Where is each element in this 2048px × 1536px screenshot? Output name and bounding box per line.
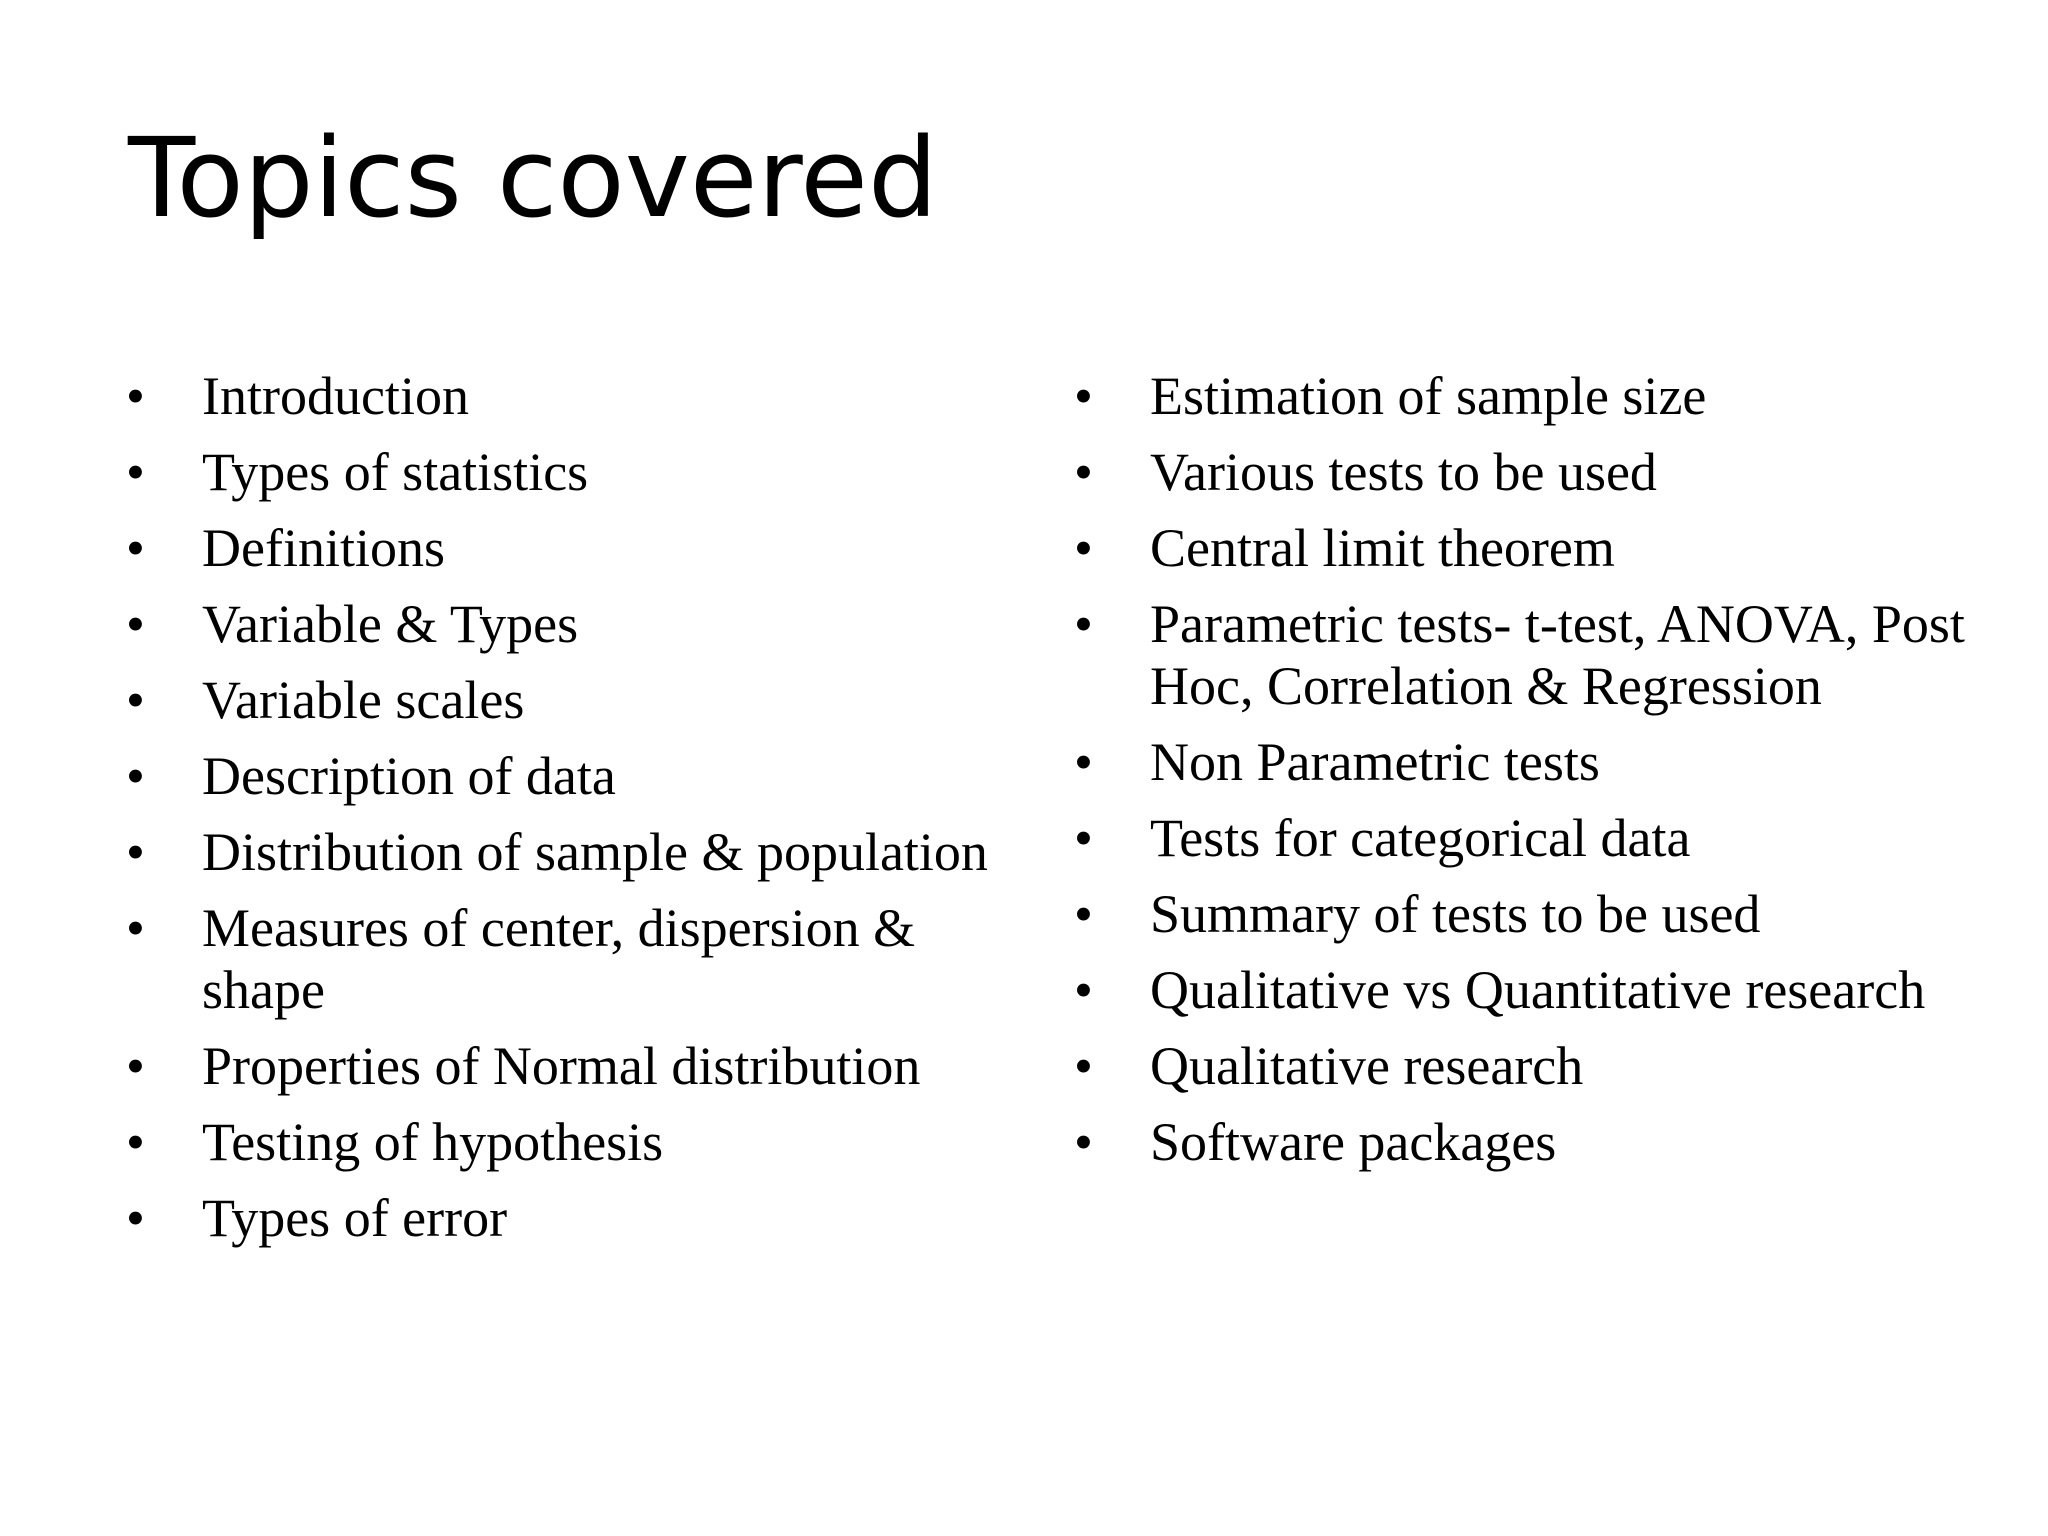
list-item — [120, 897, 1000, 1021]
bullet-icon: • — [126, 442, 145, 502]
list-item — [120, 441, 1000, 503]
list-item — [1068, 731, 1968, 793]
bullet-icon: • — [1074, 1112, 1093, 1172]
bullet-icon: • — [126, 898, 145, 958]
list-item-text: Description of data — [202, 746, 616, 806]
list-item — [1068, 593, 1968, 717]
list-item — [120, 365, 1000, 427]
list-item-text: Definitions — [202, 518, 445, 578]
list-item — [1068, 1035, 1968, 1097]
bullet-icon: • — [126, 518, 145, 578]
list-item-text: Estimation of sample size — [1150, 366, 1707, 426]
list-item-text: Non Parametric tests — [1150, 732, 1600, 792]
list-item — [1068, 807, 1968, 869]
list-item-text: Measures of center, dispersion & shape — [202, 898, 916, 1020]
bullet-icon: • — [126, 1112, 145, 1172]
bullet-icon: • — [1074, 732, 1093, 792]
list-item-text: Variable & Types — [202, 594, 579, 654]
list-item-text: Summary of tests to be used — [1150, 884, 1761, 944]
bullet-icon: • — [1074, 594, 1093, 654]
list-item — [1068, 441, 1968, 503]
list-item-text: Types of statistics — [202, 442, 589, 502]
bullet-icon: • — [1074, 518, 1093, 578]
list-item-text: Types of error — [202, 1188, 508, 1248]
list-item — [1068, 883, 1968, 945]
bullet-icon: • — [1074, 1036, 1093, 1096]
list-item-text: Tests for categorical data — [1150, 808, 1691, 868]
bullet-icon: • — [1074, 442, 1093, 502]
list-item — [120, 1111, 1000, 1173]
bullet-icon: • — [1074, 808, 1093, 868]
bullet-icon: • — [1074, 366, 1093, 426]
bullet-icon: • — [126, 366, 145, 426]
bullet-icon: • — [126, 1188, 145, 1248]
list-item — [120, 745, 1000, 807]
list-item — [1068, 365, 1968, 427]
list-item-text: Various tests to be used — [1150, 442, 1657, 502]
list-item — [120, 1035, 1000, 1097]
list-item — [120, 669, 1000, 731]
list-item — [1068, 1111, 1968, 1173]
bullet-icon: • — [126, 594, 145, 654]
bullet-icon: • — [1074, 960, 1093, 1020]
list-item — [120, 1187, 1000, 1249]
list-item — [120, 593, 1000, 655]
list-item-text: Qualitative vs Quantitative research — [1150, 960, 1926, 1020]
list-item — [120, 821, 1000, 883]
list-item-text: Introduction — [202, 366, 469, 426]
bullet-icon: • — [126, 1036, 145, 1096]
list-item — [1068, 517, 1968, 579]
topics-list-right — [1068, 365, 1968, 1187]
list-item-text: Qualitative research — [1150, 1036, 1584, 1096]
list-item-text: Distribution of sample & population — [202, 822, 988, 882]
list-item-text: Variable scales — [202, 670, 525, 730]
bullet-icon: • — [126, 746, 145, 806]
list-item-text: Central limit theorem — [1150, 518, 1615, 578]
list-item-text: Testing of hypothesis — [202, 1112, 664, 1172]
list-item-text: Parametric tests- t-test, ANOVA, Post Hoc, Correlation & Regression — [1150, 594, 1965, 716]
list-item — [120, 517, 1000, 579]
topics-list-left — [120, 365, 1000, 1263]
list-item — [1068, 959, 1968, 1021]
list-item-text: Software packages — [1150, 1112, 1557, 1172]
list-item-text: Properties of Normal distribution — [202, 1036, 921, 1096]
bullet-icon: • — [1074, 884, 1093, 944]
slide-title: Topics covered — [128, 114, 938, 242]
bullet-icon: • — [126, 822, 145, 882]
bullet-icon: • — [126, 670, 145, 730]
